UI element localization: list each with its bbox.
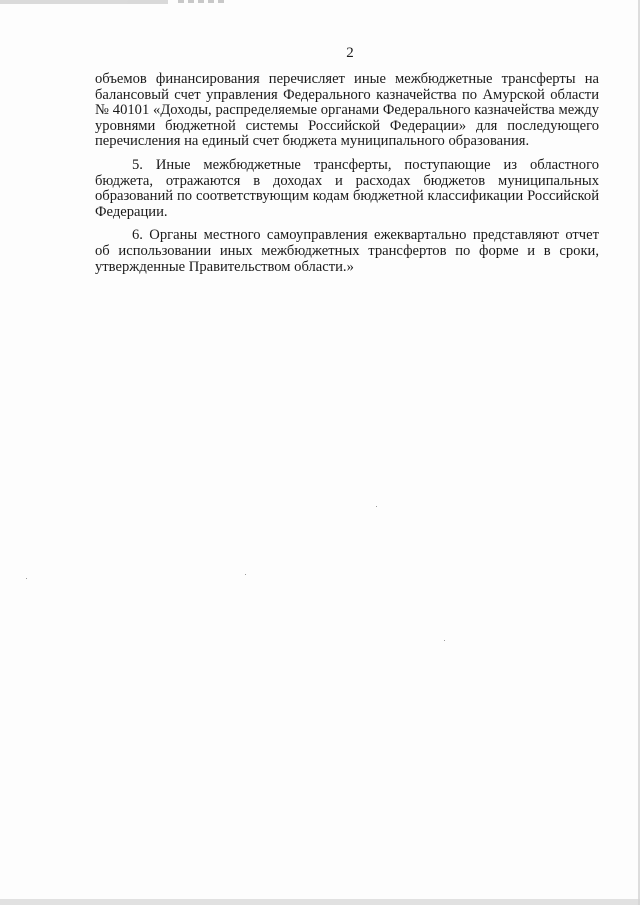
scan-speck [376,506,377,507]
scan-speck [444,640,445,641]
scan-edge-bottom [0,899,640,905]
paragraph-5-budget-reflection: 5. Иные межбюджетные трансферты, поступающие из областного бюджета, отражаются в доходах и расходах бюджетов муниципальных образований по соответствующим кодам бюджетной классификации Российской Федерации. [95,156,599,220]
scan-speck [245,574,246,575]
document-body [95,72,599,275]
page-number: 2 [346,45,354,61]
paragraph-6-quarterly-report: 6. Органы местного самоуправления ежеквартально представляют отчет об использовании иных межбюджетных трансфертов по форме и в сроки, утвержденные Правительством области.» [95,227,599,275]
scan-edge-top [0,0,240,4]
scan-speck [26,578,27,579]
paragraph-funding-transfer: объемов финансирования перечисляет иные межбюджетные трансферты на балансовый счет управления Федерального казначейства по Амурской области № 40101 «Доходы, распределяемые органами Федерального казначейства между уровнями бюджетной системы Российской Федерации» для последующего перечисления на единый счет бюджета муниципального образования. [95,71,599,150]
